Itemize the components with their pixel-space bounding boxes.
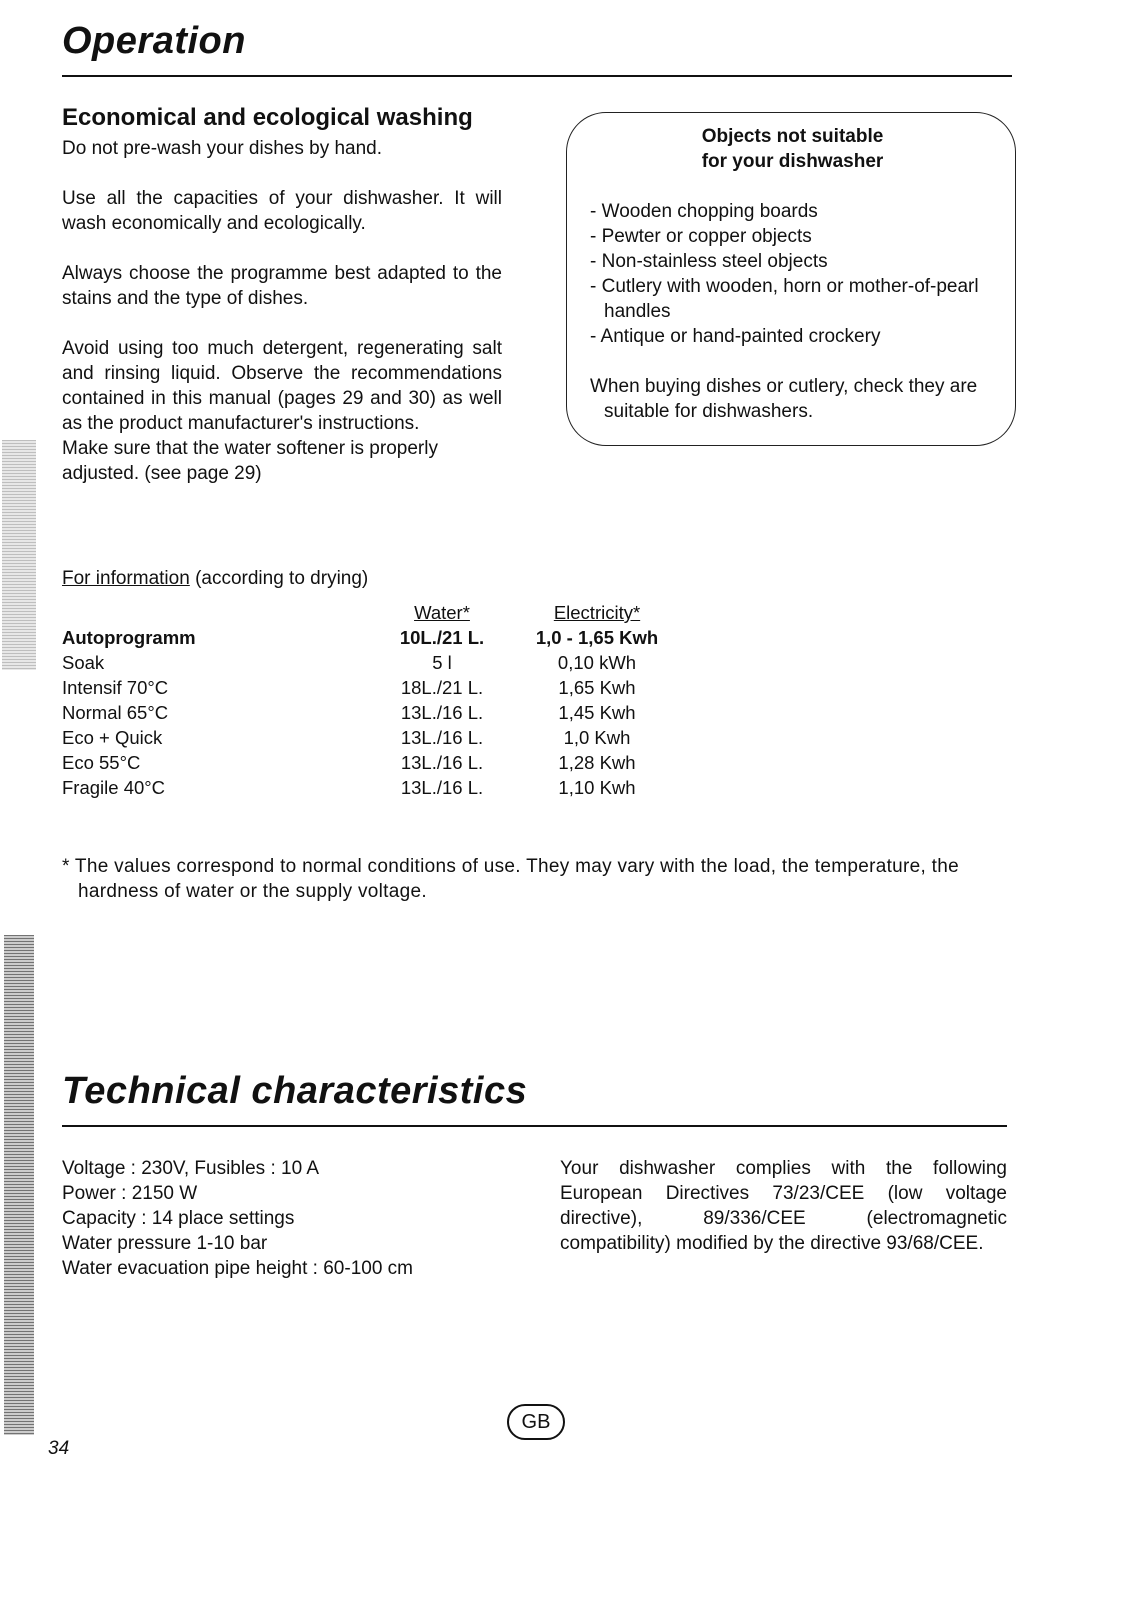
spec-line: Power : 2150 W <box>62 1183 198 1204</box>
table-row <box>62 700 677 725</box>
col-header-electricity: Electricity* <box>553 602 641 623</box>
program-electricity: 1,0 Kwh <box>563 727 631 748</box>
program-name: Normal 65°C <box>62 702 169 723</box>
technical-specs-list <box>62 1156 502 1281</box>
program-water: 5 l <box>432 652 452 673</box>
program-water: 13L./16 L. <box>400 727 484 748</box>
spec-line: Voltage : 230V, Fusibles : 10 A <box>62 1158 320 1179</box>
program-water: 13L./16 L. <box>400 777 484 798</box>
spec-line: Capacity : 14 place settings <box>62 1208 295 1229</box>
objects-box-title-line2: for your dishwasher <box>701 151 884 172</box>
program-electricity: 1,65 Kwh <box>558 677 636 698</box>
program-name: Intensif 70°C <box>62 677 169 698</box>
objects-box-item: - Cutlery with wooden, horn or mother-of-pearl handles <box>590 276 979 322</box>
objects-not-suitable-content <box>590 124 995 424</box>
eco-washing-heading: Economical and ecological washing <box>62 104 473 131</box>
country-badge-gb <box>507 1404 565 1440</box>
spec-line: Water evacuation pipe height : 60-100 cm <box>62 1258 413 1279</box>
scan-edge-artifact-top <box>2 440 36 670</box>
program-water: 13L./16 L. <box>400 702 484 723</box>
objects-box-item: - Wooden chopping boards <box>590 201 818 222</box>
info-heading <box>62 566 368 591</box>
program-water: 13L./16 L. <box>400 752 484 773</box>
program-name: Soak <box>62 652 105 673</box>
objects-box-item: - Non-stainless steel objects <box>590 251 828 272</box>
eco-washing-p4: Avoid using too much detergent, regenerating salt and rinsing liquid. Observe the recommendations contained in this manual (pages 29 and 30) as well as the product manufacturer's instructions. <box>62 338 502 434</box>
program-name: Eco + Quick <box>62 727 163 748</box>
table-row <box>62 625 677 650</box>
objects-box-title-line1: Objects not suitable <box>701 126 884 147</box>
objects-box-item: - Antique or hand-painted crockery <box>590 326 881 347</box>
table-row <box>62 725 677 750</box>
technical-title: Technical characteristics <box>62 1070 528 1112</box>
objects-box-note: When buying dishes or cutlery, check they are suitable for dishwashers. <box>590 376 978 422</box>
country-badge-label: GB <box>521 1410 551 1433</box>
table-row <box>62 775 677 800</box>
eco-washing-p3: Always choose the programme best adapted to the stains and the type of dishes. <box>62 263 502 309</box>
table-row <box>62 675 677 700</box>
program-name: Autoprogramm <box>62 627 196 648</box>
operation-title: Operation <box>62 20 246 62</box>
program-name: Eco 55°C <box>62 752 141 773</box>
program-electricity: 1,0 - 1,65 Kwh <box>535 627 659 648</box>
info-suffix: (according to drying) <box>195 568 369 589</box>
program-water: 10L./21 L. <box>399 627 485 648</box>
page-number: 34 <box>48 1438 70 1459</box>
table-row <box>62 650 677 675</box>
program-water: 18L./21 L. <box>400 677 484 698</box>
eco-washing-section <box>62 104 502 486</box>
eco-washing-p1: Do not pre-wash your dishes by hand. <box>62 138 383 159</box>
operation-title-rule <box>62 75 1012 77</box>
program-electricity: 1,10 Kwh <box>558 777 636 798</box>
program-electricity: 1,28 Kwh <box>558 752 636 773</box>
table-header-row <box>62 600 677 625</box>
table-header-empty <box>62 600 367 625</box>
spec-line: Water pressure 1-10 bar <box>62 1233 268 1254</box>
objects-box-item: - Pewter or copper objects <box>590 226 812 247</box>
technical-title-rule <box>62 1125 1007 1127</box>
program-electricity: 0,10 kWh <box>557 652 637 673</box>
directives-compliance: Your dishwasher complies with the following European Directives 73/23/CEE (low voltage directive), 89/336/CEE (electromagnetic compatibility) modified by the directive 93/68/CEE. <box>560 1158 1007 1254</box>
table-row <box>62 750 677 775</box>
consumption-table <box>62 600 677 800</box>
eco-washing-p5: Make sure that the water softener is properly adjusted. (see page 29) <box>62 438 438 484</box>
program-name: Fragile 40°C <box>62 777 166 798</box>
program-electricity: 1,45 Kwh <box>558 702 636 723</box>
consumption-footnote: * The values correspond to normal conditions of use. They may vary with the load, the temperature, the hardness of water or the supply voltage. <box>62 856 959 902</box>
info-label: For information <box>62 568 190 589</box>
col-header-water: Water* <box>414 602 470 623</box>
eco-washing-p2: Use all the capacities of your dishwasher. It will wash economically and ecologically. <box>62 188 502 234</box>
scan-edge-artifact-bottom <box>4 935 34 1435</box>
